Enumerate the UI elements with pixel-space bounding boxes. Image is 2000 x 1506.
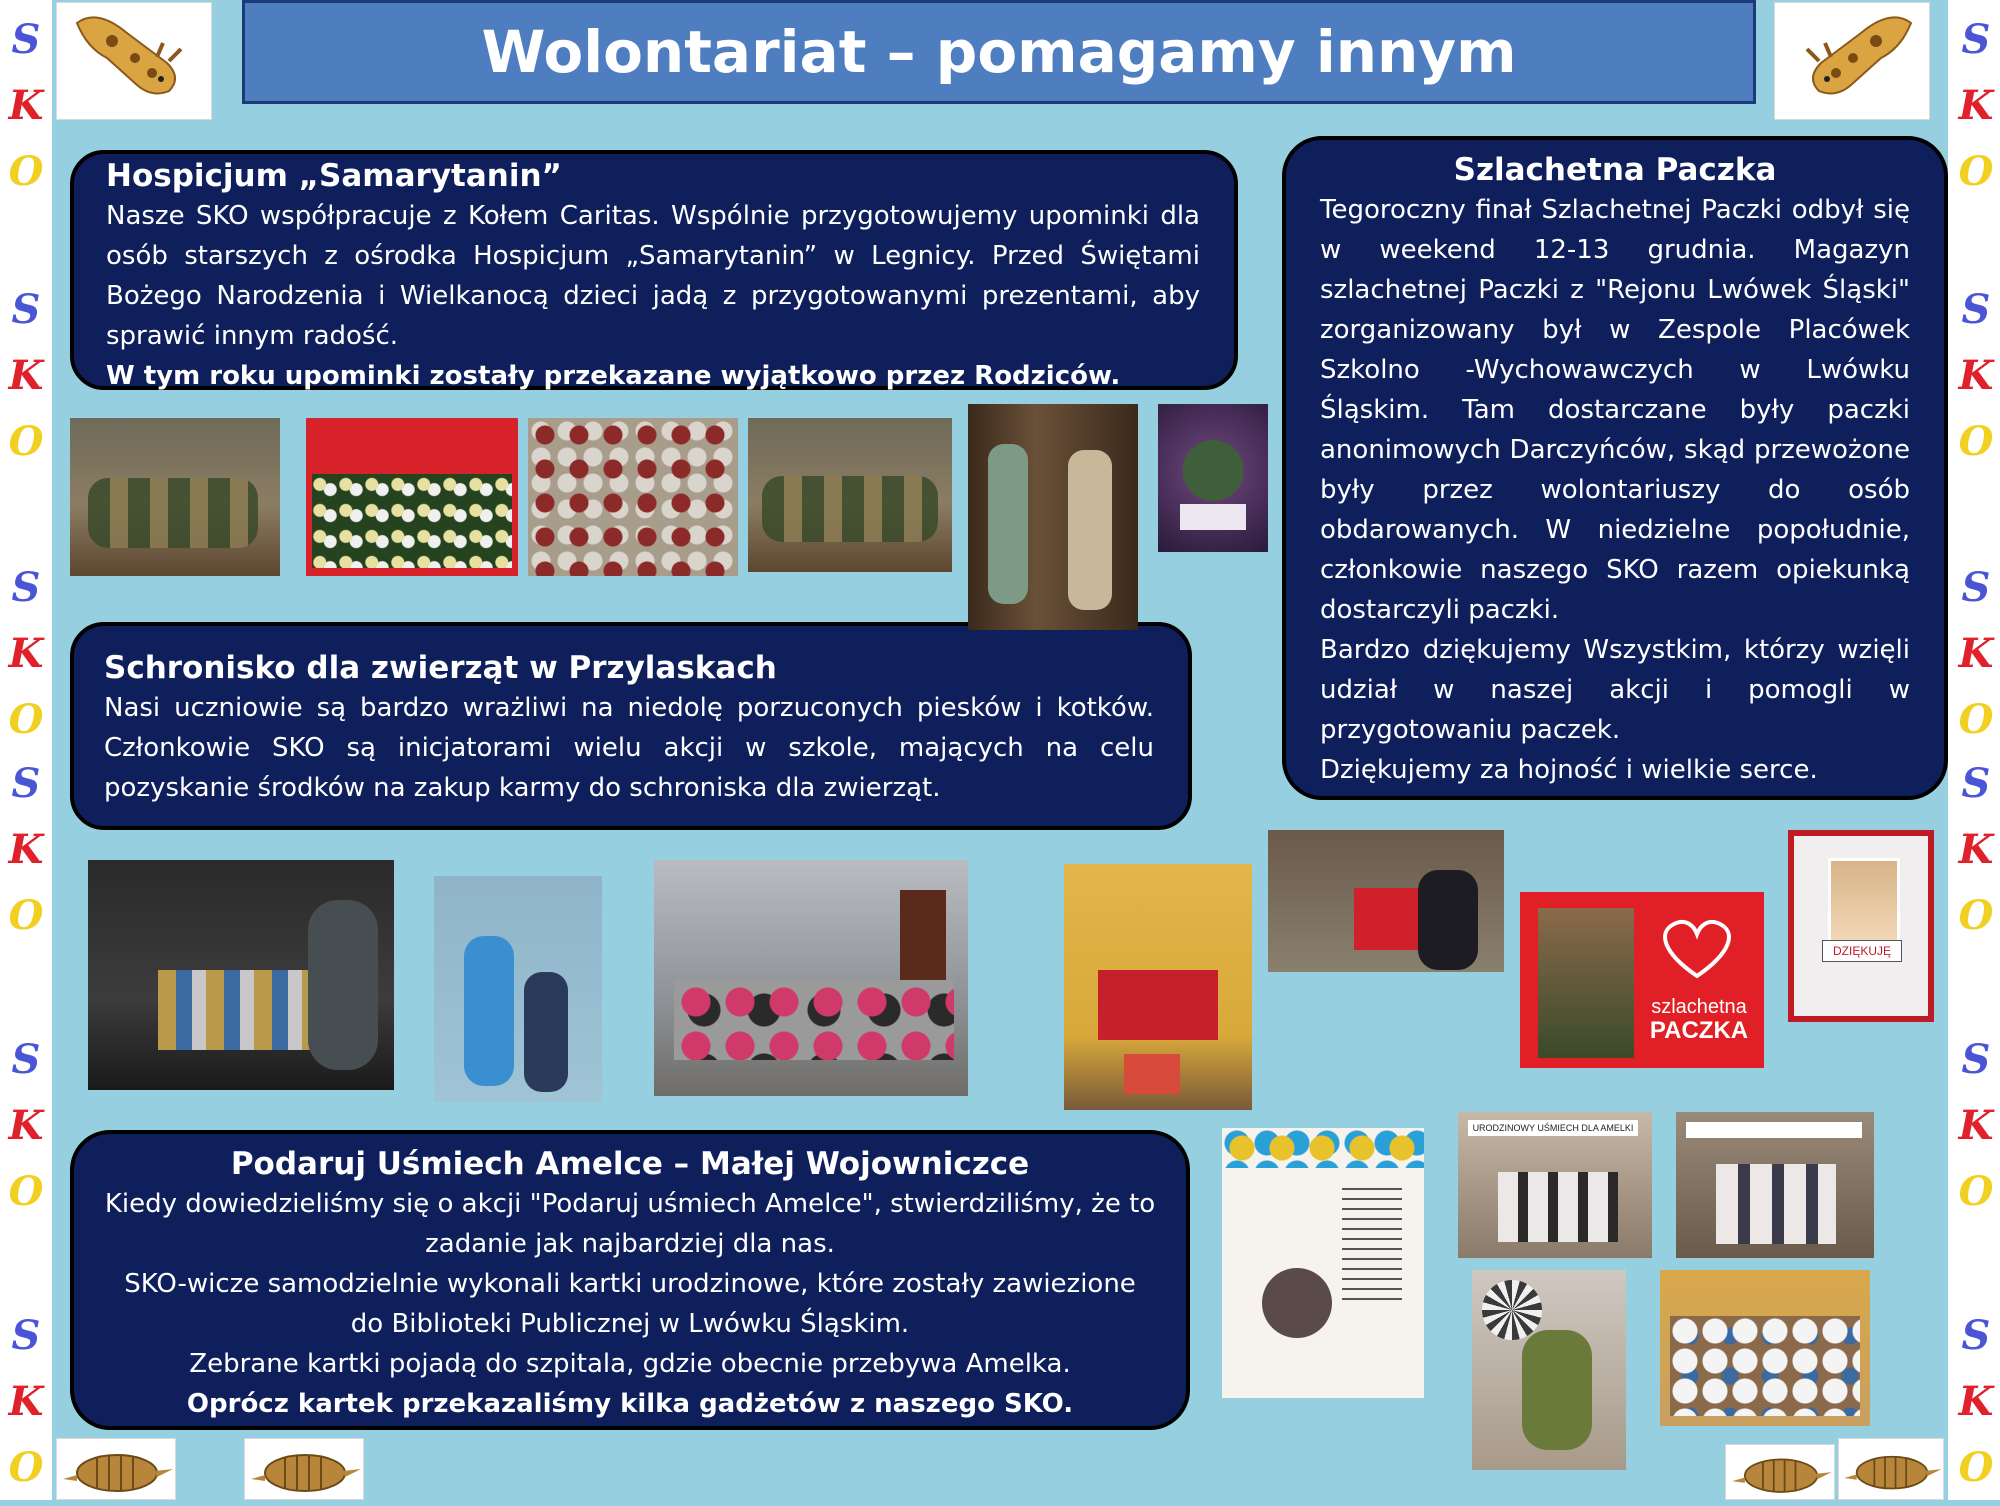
sko-letter-right: S: [1961, 286, 1991, 333]
sko-letter-right: O: [1958, 892, 1994, 939]
photo-paczka-volunteers: [1064, 864, 1252, 1110]
sko-letter-left: O: [8, 1168, 44, 1215]
szlachetna-paczka-panel: [1282, 136, 1948, 800]
sko-letter-left: O: [8, 418, 44, 465]
photo-hospice-gifts-1: [70, 418, 280, 576]
photo-shelter-car-trunk: [88, 860, 394, 1090]
sko-letter-right: S: [1961, 16, 1991, 63]
sko-letter-left: O: [8, 1444, 44, 1491]
sko-letter-right: K: [1958, 1378, 1994, 1425]
armadillo-corner-3: [1725, 1444, 1835, 1500]
sko-letter-left: K: [8, 352, 44, 399]
sko-letter-right: K: [1958, 630, 1994, 677]
sko-letter-left: S: [11, 1312, 41, 1359]
amelka-panel: [70, 1130, 1190, 1430]
armadillo-icon: [1726, 1445, 1836, 1501]
sko-letter-left: O: [8, 892, 44, 939]
sko-letter-left: S: [11, 760, 41, 807]
sko-letter-right: S: [1961, 564, 1991, 611]
logo-text-bottom: PACZKA: [1649, 1017, 1749, 1044]
sko-letter-right: O: [1958, 1444, 1994, 1491]
szlachetna-heading: Szlachetna Paczka: [1453, 152, 1777, 188]
hospicjum-heading: Hospicjum „Samarytanin”: [106, 158, 562, 194]
sko-letter-right: K: [1958, 82, 1994, 129]
armadillo-corner-1: [56, 1438, 176, 1500]
sko-letter-right: O: [1958, 148, 1994, 195]
giraffe-corner-left: [56, 2, 212, 120]
heart-logo-icon: [1652, 914, 1742, 984]
photo-amelka-event-1: [1458, 1112, 1652, 1258]
sko-letter-left: O: [8, 148, 44, 195]
photo-shelter-donations: [654, 860, 968, 1096]
amelka-note: Oprócz kartek przekazaliśmy kilka gadżetów z naszego SKO.: [186, 1389, 1074, 1419]
left-letter-strip: [0, 0, 52, 1500]
schronisko-text: Nasi uczniowie są bardzo wrażliwi na niedolę porzuconych piesków i kotków. Członkowie SKO są inicjatorami wielu akcji w szkole, mających na celu pozyskanie środków na zakup karmy do schroniska dla zwierząt.: [104, 693, 1154, 803]
sko-letter-right: K: [1958, 352, 1994, 399]
sko-letter-left: K: [8, 1102, 44, 1149]
photo-paczka-selfie: [1520, 892, 1764, 1068]
szlachetna-final: Dziękujemy za hojność i wielkie serce.: [1320, 755, 1818, 785]
photo-paczka-gift: [1268, 830, 1504, 972]
photo-amelka-classroom: [1660, 1270, 1870, 1426]
photo-hospice-gifts-3: [748, 418, 952, 572]
sko-letter-left: K: [8, 630, 44, 677]
right-letter-strip: [1948, 0, 2000, 1500]
sko-letter-left: S: [11, 1036, 41, 1083]
photo-hospice-gifts-2: [306, 418, 518, 576]
amelka-line-2: SKO-wicze samodzielnie wykonali kartki urodzinowe, które zostały zawiezione do Biblioteki Publicznej w Lwówku Śląskim.: [124, 1269, 1136, 1339]
armadillo-icon: [1839, 1439, 1945, 1501]
logo-text-top: szlachetna: [1651, 996, 1747, 1018]
sko-letter-left: S: [11, 564, 41, 611]
sko-letter-left: S: [11, 286, 41, 333]
armadillo-corner-4: [1838, 1438, 1944, 1500]
photo-hospice-hearts: [528, 418, 738, 576]
sko-letter-right: O: [1958, 696, 1994, 743]
sko-letter-left: S: [11, 16, 41, 63]
sko-letter-right: O: [1958, 1168, 1994, 1215]
szlachetna-text: Tegoroczny finał Szlachetnej Paczki odbył się w weekend 12-13 grudnia. Magazyn szlachetnej Paczki z "Rejonu Lwówek Śląski" zorganizowany był w Zespole Placówek Szkolno -Wychowawczych w Lwówku Śląskim. Tam dostarczane były paczki anonimowych Darczyńców, skąd przewożone były przez wolontariuszy do osób obdarowanych. W niedzielne popołudnie, członkowie naszego SKO razem opiekunką dostarczyli paczki.: [1320, 195, 1910, 625]
photo-amelka-poster: [1222, 1128, 1424, 1398]
photo-amelka-event-2: [1676, 1112, 1874, 1258]
armadillo-corner-2: [244, 1438, 364, 1500]
sko-letter-right: S: [1961, 760, 1991, 807]
card-label: DZIĘKUJĘ: [1822, 940, 1902, 962]
hospicjum-panel: [70, 150, 1238, 390]
photo-christmas-decoration: [1158, 404, 1268, 552]
sko-letter-right: S: [1961, 1036, 1991, 1083]
amelka-line-3: Zebrane kartki pojadą do szpitala, gdzie obecnie przebywa Amelka.: [189, 1349, 1071, 1379]
amelka-heading: Podaruj Uśmiech Amelce – Małej Wojowniczce: [230, 1146, 1030, 1182]
page-title: Wolontariat – pomagamy innym: [481, 18, 1517, 86]
giraffe-icon: [57, 3, 213, 121]
szlachetna-thanks: Bardzo dziękujemy Wszystkim, którzy wzięli udział w naszej akcji i pomogli w przygotowaniu paczek.: [1320, 635, 1910, 745]
hospicjum-note: W tym roku upominki zostały przekazane wyjątkowo przez Rodziców.: [106, 361, 1121, 391]
armadillo-icon: [57, 1439, 177, 1501]
sko-letter-right: O: [1958, 418, 1994, 465]
sko-letter-left: K: [8, 82, 44, 129]
photo-thank-you-card: [1788, 830, 1934, 1022]
sko-letter-left: O: [8, 696, 44, 743]
sko-letter-left: K: [8, 826, 44, 873]
giraffe-icon: [1775, 3, 1931, 121]
giraffe-corner-right: [1774, 2, 1930, 120]
armadillo-icon: [245, 1439, 365, 1501]
amelka-line-1: Kiedy dowiedzieliśmy się o akcji "Podaruj uśmiech Amelce", stwierdziliśmy, że to zadanie jak najbardziej dla nas.: [104, 1189, 1156, 1259]
schronisko-heading: Schronisko dla zwierząt w Przylaskach: [104, 650, 777, 686]
photo-amelka-boy: [1472, 1270, 1626, 1470]
sko-letter-right: K: [1958, 1102, 1994, 1149]
title-bar: [242, 0, 1756, 104]
sko-letter-left: K: [8, 1378, 44, 1425]
sko-letter-right: K: [1958, 826, 1994, 873]
event-banner-text: URODZINOWY UŚMIECH DLA AMELKI: [1468, 1120, 1638, 1136]
photo-shelter-boys: [434, 876, 602, 1102]
hospicjum-text: Nasze SKO współpracuje z Kołem Caritas. Wspólnie przygotowujemy upominki dla osób starszych z ośrodka Hospicjum „Samarytanin” w Legnicy. Przed Świętami Bożego Narodzenia i Wielkanocą dzieci jadą z przygotowanymi prezentami, aby sprawić innym radość.: [106, 201, 1200, 351]
photo-hospice-handover: [968, 404, 1138, 630]
sko-letter-right: S: [1961, 1312, 1991, 1359]
schronisko-panel: [70, 622, 1192, 830]
